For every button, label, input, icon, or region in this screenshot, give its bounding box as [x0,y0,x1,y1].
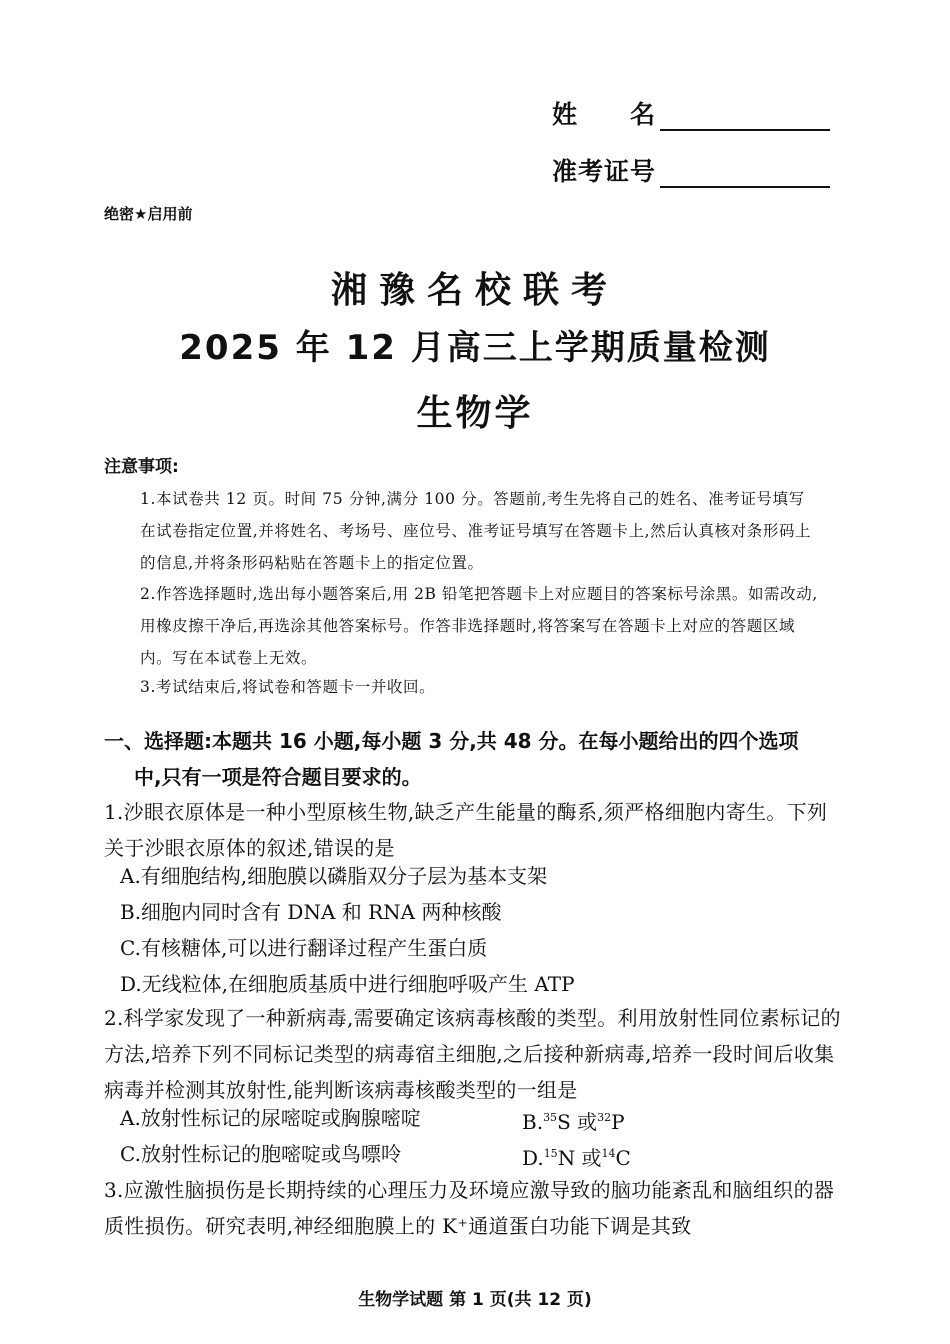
q2-option-a: A.放射性标记的尿嘧啶或胸腺嘧啶 [120,1106,421,1130]
exam-org-title: 湘豫名校联考 [330,270,619,311]
q1-option-a: A.有细胞结构,细胞膜以磷脂双分子层为基本支架 [120,864,548,888]
exam-no-blank[interactable] [660,160,830,188]
question-2-stem: 2.科学家发现了一种新病毒,需要确定该病毒核酸的类型。利用放射性同位素标记的方法,培养下列不同标记类型的病毒宿主细胞,之后接种新病毒,培养一段时间后收集病毒并检测其放射性,能判断该病毒核酸类型的一组是 [104,1006,841,1102]
notice-item: 2.作答选择题时,选出每小题答案后,用 2B 铅笔把答题卡上对应题目的答案标号涂黑。如需改动,用橡皮擦干净后,再选涂其他答案标号。作答非选择题时,将答案写在答题卡上对应的答题区域内。写在本试卷上无效。 [140,585,818,667]
name-field [552,95,830,131]
notice-item: 1.本试卷共 12 页。时间 75 分钟,满分 100 分。答题前,考生先将自己的姓名、准考证号填写在试卷指定位置,并将姓名、考场号、座位号、准考证号填写在答题卡上,然后认真核对条形码上的信息,并将条形码粘贴在答题卡上的指定位置。 [140,490,812,572]
subject-title: 生物学 [416,393,534,434]
q2-option-c: C.放射性标记的胞嘧啶或鸟嘌呤 [120,1142,401,1166]
exam-no-label: 准考证号 [552,157,657,186]
section-heading-cont: 中,只有一项是符合题目要求的。 [134,765,422,789]
q1-option-c: C.有核糖体,可以进行翻译过程产生蛋白质 [120,936,488,960]
secret-label: 绝密★启用前 [104,205,193,223]
q1-option-b: B.细胞内同时含有 DNA 和 RNA 两种核酸 [120,900,502,924]
name-blank[interactable] [660,103,830,131]
section-heading: 一、选择题:本题共 16 小题,每小题 3 分,共 48 分。在每小题给出的四个选项 [104,729,799,753]
name-label: 姓 名 [552,100,657,129]
q1-option-d: D.无线粒体,在细胞质基质中进行细胞呼吸产生 ATP [120,972,575,996]
page-footer: 生物学试题 第 1 页(共 12 页) [358,1290,592,1310]
q2-option-b: B.$^{35}$S 或$^{32}$P [522,1110,625,1134]
q2-option-d: D.$^{15}$N 或$^{14}$C [522,1146,631,1170]
question-3-stem: 3.应激性脑损伤是长期持续的心理压力及环境应激导致的脑功能紊乱和脑组织的器质性损伤。研究表明,神经细胞膜上的 K⁺通道蛋白功能下调是其致 [104,1178,835,1238]
notice-heading: 注意事项: [104,457,179,477]
notice-item: 3.考试结束后,将试卷和答题卡一并收回。 [140,678,436,696]
exam-no-field [552,152,830,188]
exam-name-title: 2025 年 12 月高三上学期质量检测 [179,328,771,368]
question-1-stem: 1.沙眼衣原体是一种小型原核生物,缺乏产生能量的酶系,须严格细胞内寄生。下列关于沙眼衣原体的叙述,错误的是 [104,800,828,860]
